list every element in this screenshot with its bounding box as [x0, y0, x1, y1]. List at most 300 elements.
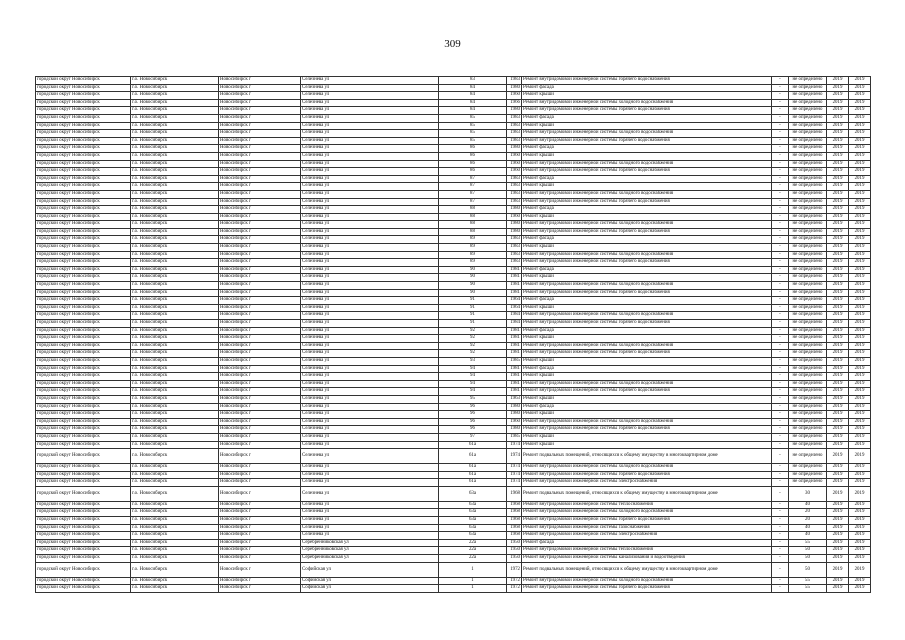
table-row [36, 327, 871, 335]
col9-cell: не определено [789, 160, 827, 168]
plan-end-cell: 2019 [849, 335, 871, 343]
col8-cell: - [772, 168, 789, 176]
settlement-cell: г.о. Новосибирск [131, 373, 219, 381]
work-type-cell: Ремонт крыши [522, 357, 772, 365]
street-cell: Селезнева ул [301, 274, 439, 282]
built-year-cell: 1984 [507, 320, 522, 328]
house-number-cell: 84 [439, 84, 507, 92]
built-year-cell: 1980 [507, 145, 522, 153]
street-cell: Селезнева ул [301, 403, 439, 411]
col9-cell: не определено [789, 380, 827, 388]
locality-cell: Новосибирск г [219, 441, 301, 449]
built-year-cell: 1974 [507, 441, 522, 449]
work-type-cell: Ремонт внутридомовой инженерной системы холодного водоснабжения [522, 221, 772, 229]
built-year-cell: 1985 [507, 433, 522, 441]
plan-end-cell: 2019 [849, 373, 871, 381]
house-number-cell: 63а [439, 486, 507, 501]
settlement-cell: г.о. Новосибирск [131, 509, 219, 517]
settlement-cell: г.о. Новосибирск [131, 380, 219, 388]
plan-end-cell: 2019 [849, 114, 871, 122]
col9-cell: не определено [789, 152, 827, 160]
settlement-cell: г.о. Новосибирск [131, 244, 219, 252]
settlement-cell: г.о. Новосибирск [131, 433, 219, 441]
plan-start-cell: 2019 [827, 274, 849, 282]
plan-end-cell: 2019 [849, 532, 871, 540]
plan-end-cell: 2019 [849, 92, 871, 100]
col8-cell: - [772, 509, 789, 517]
built-year-cell: 1983 [507, 183, 522, 191]
district-cell: городской округ Новосибирск [36, 464, 131, 472]
settlement-cell: г.о. Новосибирск [131, 350, 219, 358]
table-row [36, 433, 871, 441]
work-type-cell: Ремонт крыши [522, 373, 772, 381]
plan-start-cell: 2019 [827, 168, 849, 176]
col8-cell: - [772, 380, 789, 388]
col9-cell: не определено [789, 244, 827, 252]
district-cell: городской округ Новосибирск [36, 114, 131, 122]
plan-start-cell: 2019 [827, 92, 849, 100]
plan-end-cell: 2019 [849, 441, 871, 449]
street-cell: Селезнева ул [301, 380, 439, 388]
table-row [36, 213, 871, 221]
work-type-cell: Ремонт крыши [522, 274, 772, 282]
col9-cell: 20 [789, 517, 827, 525]
street-cell: Селезнева ул [301, 130, 439, 138]
settlement-cell: г.о. Новосибирск [131, 577, 219, 585]
built-year-cell: 1950 [507, 547, 522, 555]
street-cell: Селезнева ул [301, 486, 439, 501]
col9-cell: не определено [789, 206, 827, 214]
col8-cell: - [772, 213, 789, 221]
col8-cell: - [772, 517, 789, 525]
table-row [36, 236, 871, 244]
street-cell: Серебренниковская ул [301, 555, 439, 563]
plan-end-cell: 2019 [849, 190, 871, 198]
street-cell: Селезнева ул [301, 160, 439, 168]
house-number-cell: 87 [439, 198, 507, 206]
locality-cell: Новосибирск г [219, 168, 301, 176]
col9-cell: не определено [789, 99, 827, 107]
locality-cell: Новосибирск г [219, 190, 301, 198]
built-year-cell: 1981 [507, 342, 522, 350]
built-year-cell: 1981 [507, 335, 522, 343]
street-cell: Селезнева ул [301, 84, 439, 92]
table-row [36, 107, 871, 115]
locality-cell: Новосибирск г [219, 175, 301, 183]
plan-end-cell: 2019 [849, 365, 871, 373]
street-cell: Селезнева ул [301, 327, 439, 335]
built-year-cell: 1974 [507, 464, 522, 472]
table-row [36, 441, 871, 449]
settlement-cell: г.о. Новосибирск [131, 517, 219, 525]
plan-start-cell: 2019 [827, 547, 849, 555]
settlement-cell: г.о. Новосибирск [131, 479, 219, 487]
work-type-cell: Ремонт фасада [522, 365, 772, 373]
district-cell: городской округ Новосибирск [36, 517, 131, 525]
house-number-cell: 86 [439, 168, 507, 176]
plan-start-cell: 2019 [827, 99, 849, 107]
locality-cell: Новосибирск г [219, 304, 301, 312]
table-row [36, 266, 871, 274]
house-number-cell: 88 [439, 221, 507, 229]
settlement-cell: г.о. Новосибирск [131, 92, 219, 100]
col8-cell: - [772, 312, 789, 320]
district-cell: городской округ Новосибирск [36, 289, 131, 297]
plan-start-cell: 2019 [827, 471, 849, 479]
table-row [36, 274, 871, 282]
built-year-cell: 1981 [507, 289, 522, 297]
col9-cell: не определено [789, 350, 827, 358]
house-number-cell: 22а [439, 539, 507, 547]
built-year-cell: 1960 [507, 152, 522, 160]
house-number-cell: 94 [439, 365, 507, 373]
plan-end-cell: 2019 [849, 130, 871, 138]
house-number-cell: 1 [439, 562, 507, 577]
plan-end-cell: 2019 [849, 539, 871, 547]
plan-start-cell: 2019 [827, 130, 849, 138]
plan-end-cell: 2019 [849, 175, 871, 183]
district-cell: городской округ Новосибирск [36, 342, 131, 350]
built-year-cell: 1983 [507, 251, 522, 259]
plan-start-cell: 2019 [827, 441, 849, 449]
house-number-cell: 89 [439, 251, 507, 259]
table-row [36, 312, 871, 320]
table-row [36, 183, 871, 191]
locality-cell: Новосибирск г [219, 122, 301, 130]
table-row [36, 145, 871, 153]
settlement-cell: г.о. Новосибирск [131, 539, 219, 547]
street-cell: Селезнева ул [301, 236, 439, 244]
work-type-cell: Ремонт крыши [522, 122, 772, 130]
plan-end-cell: 2019 [849, 433, 871, 441]
plan-end-cell: 2019 [849, 501, 871, 509]
col8-cell: - [772, 259, 789, 267]
locality-cell: Новосибирск г [219, 274, 301, 282]
work-type-cell: Ремонт внутридомовой инженерной системы горячего водоснабжения [522, 585, 772, 593]
work-type-cell: Ремонт крыши [522, 395, 772, 403]
col9-cell: не определено [789, 282, 827, 290]
settlement-cell: г.о. Новосибирск [131, 449, 219, 464]
col8-cell: - [772, 130, 789, 138]
plan-end-cell: 2019 [849, 168, 871, 176]
settlement-cell: г.о. Новосибирск [131, 327, 219, 335]
built-year-cell: 1981 [507, 365, 522, 373]
plan-end-cell: 2019 [849, 388, 871, 396]
locality-cell: Новосибирск г [219, 183, 301, 191]
col8-cell: - [772, 373, 789, 381]
street-cell: Селезнева ул [301, 433, 439, 441]
built-year-cell: 1960 [507, 160, 522, 168]
house-number-cell: 1 [439, 577, 507, 585]
street-cell: Селезнева ул [301, 517, 439, 525]
work-type-cell: Ремонт внутридомовой инженерной системы холодного водоснабжения [522, 464, 772, 472]
col9-cell: не определено [789, 213, 827, 221]
district-cell: городской округ Новосибирск [36, 577, 131, 585]
table-row [36, 99, 871, 107]
col9-cell: 55 [789, 539, 827, 547]
table-row [36, 449, 871, 464]
district-cell: городской округ Новосибирск [36, 175, 131, 183]
plan-end-cell: 2019 [849, 357, 871, 365]
col9-cell: не определено [789, 411, 827, 419]
district-cell: городской округ Новосибирск [36, 365, 131, 373]
street-cell: Селезнева ул [301, 259, 439, 267]
table-row [36, 486, 871, 501]
work-type-cell: Ремонт фасада [522, 539, 772, 547]
table-row [36, 282, 871, 290]
locality-cell: Новосибирск г [219, 464, 301, 472]
built-year-cell: 1983 [507, 236, 522, 244]
table-row [36, 577, 871, 585]
built-year-cell: 1983 [507, 175, 522, 183]
settlement-cell: г.о. Новосибирск [131, 418, 219, 426]
col8-cell: - [772, 99, 789, 107]
table-row [36, 562, 871, 577]
built-year-cell: 1968 [507, 501, 522, 509]
built-year-cell: 1963 [507, 395, 522, 403]
work-type-cell: Ремонт внутридомовой инженерной системы холодного водоснабжения [522, 190, 772, 198]
plan-end-cell: 2019 [849, 464, 871, 472]
col9-cell: не определено [789, 441, 827, 449]
col8-cell: - [772, 77, 789, 85]
street-cell: Селезнева ул [301, 320, 439, 328]
district-cell: городской округ Новосибирск [36, 449, 131, 464]
settlement-cell: г.о. Новосибирск [131, 365, 219, 373]
district-cell: городской округ Новосибирск [36, 282, 131, 290]
table-row [36, 122, 871, 130]
settlement-cell: г.о. Новосибирск [131, 486, 219, 501]
street-cell: Селезнева ул [301, 198, 439, 206]
work-type-cell: Ремонт внутридомовой инженерной системы холодного водоснабжения [522, 418, 772, 426]
district-cell: городской округ Новосибирск [36, 122, 131, 130]
house-number-cell: 92 [439, 350, 507, 358]
col8-cell: - [772, 228, 789, 236]
col9-cell: не определено [789, 289, 827, 297]
house-number-cell: 85 [439, 137, 507, 145]
locality-cell: Новосибирск г [219, 266, 301, 274]
plan-end-cell: 2019 [849, 266, 871, 274]
built-year-cell: 1968 [507, 517, 522, 525]
settlement-cell: г.о. Новосибирск [131, 304, 219, 312]
work-type-cell: Ремонт подвальных помещений, относящихся к общему имуществу в многоквартирном доме [522, 486, 772, 501]
settlement-cell: г.о. Новосибирск [131, 183, 219, 191]
plan-end-cell: 2019 [849, 84, 871, 92]
street-cell: Селезнева ул [301, 342, 439, 350]
built-year-cell: 1960 [507, 168, 522, 176]
settlement-cell: г.о. Новосибирск [131, 524, 219, 532]
district-cell: городской округ Новосибирск [36, 471, 131, 479]
district-cell: городской округ Новосибирск [36, 84, 131, 92]
locality-cell: Новосибирск г [219, 449, 301, 464]
settlement-cell: г.о. Новосибирск [131, 312, 219, 320]
plan-start-cell: 2019 [827, 320, 849, 328]
street-cell: Софийская ул [301, 585, 439, 593]
house-number-cell: 85 [439, 130, 507, 138]
settlement-cell: г.о. Новосибирск [131, 236, 219, 244]
plan-end-cell: 2019 [849, 160, 871, 168]
work-type-cell: Ремонт внутридомовой инженерной системы горячего водоснабжения [522, 471, 772, 479]
col9-cell: 55 [789, 577, 827, 585]
col9-cell: не определено [789, 297, 827, 305]
built-year-cell: 1983 [507, 244, 522, 252]
built-year-cell: 1950 [507, 539, 522, 547]
locality-cell: Новосибирск г [219, 137, 301, 145]
plan-start-cell: 2019 [827, 357, 849, 365]
house-number-cell: 87 [439, 175, 507, 183]
district-cell: городской округ Новосибирск [36, 77, 131, 85]
locality-cell: Новосибирск г [219, 577, 301, 585]
district-cell: городской округ Новосибирск [36, 190, 131, 198]
built-year-cell: 1980 [507, 403, 522, 411]
locality-cell: Новосибирск г [219, 289, 301, 297]
street-cell: Селезнева ул [301, 388, 439, 396]
street-cell: Селезнева ул [301, 426, 439, 434]
col9-cell: не определено [789, 259, 827, 267]
table-row [36, 84, 871, 92]
house-number-cell: 86 [439, 152, 507, 160]
work-type-cell: Ремонт внутридомовой инженерной системы горячего водоснабжения [522, 517, 772, 525]
plan-start-cell: 2019 [827, 221, 849, 229]
district-cell: городской округ Новосибирск [36, 539, 131, 547]
street-cell: Селезнева ул [301, 479, 439, 487]
built-year-cell: 1980 [507, 426, 522, 434]
plan-end-cell: 2019 [849, 221, 871, 229]
house-number-cell: 63а [439, 532, 507, 540]
house-number-cell: 90 [439, 282, 507, 290]
table-row [36, 335, 871, 343]
settlement-cell: г.о. Новосибирск [131, 547, 219, 555]
house-number-cell: 84 [439, 107, 507, 115]
settlement-cell: г.о. Новосибирск [131, 175, 219, 183]
col9-cell: 40 [789, 532, 827, 540]
plan-start-cell: 2019 [827, 282, 849, 290]
street-cell: Селезнева ул [301, 228, 439, 236]
col8-cell: - [772, 282, 789, 290]
work-type-cell: Ремонт подвальных помещений, относящихся к общему имуществу в многоквартирном доме [522, 449, 772, 464]
plan-start-cell: 2019 [827, 160, 849, 168]
plan-end-cell: 2019 [849, 122, 871, 130]
col9-cell: не определено [789, 433, 827, 441]
settlement-cell: г.о. Новосибирск [131, 426, 219, 434]
district-cell: городской округ Новосибирск [36, 380, 131, 388]
settlement-cell: г.о. Новосибирск [131, 145, 219, 153]
built-year-cell: 1964 [507, 304, 522, 312]
col9-cell: 40 [789, 501, 827, 509]
locality-cell: Новосибирск г [219, 357, 301, 365]
plan-start-cell: 2019 [827, 266, 849, 274]
table-row [36, 418, 871, 426]
col9-cell: не определено [789, 228, 827, 236]
house-number-cell: 87 [439, 183, 507, 191]
plan-start-cell: 2019 [827, 350, 849, 358]
locality-cell: Новосибирск г [219, 373, 301, 381]
col8-cell: - [772, 190, 789, 198]
house-number-cell: 90 [439, 274, 507, 282]
district-cell: городской округ Новосибирск [36, 562, 131, 577]
col9-cell: не определено [789, 107, 827, 115]
house-number-cell: 94 [439, 373, 507, 381]
street-cell: Селезнева ул [301, 99, 439, 107]
settlement-cell: г.о. Новосибирск [131, 471, 219, 479]
street-cell: Селезнева ул [301, 77, 439, 85]
locality-cell: Новосибирск г [219, 327, 301, 335]
plan-end-cell: 2019 [849, 282, 871, 290]
col9-cell: 20 [789, 509, 827, 517]
plan-start-cell: 2019 [827, 236, 849, 244]
district-cell: городской округ Новосибирск [36, 183, 131, 191]
settlement-cell: г.о. Новосибирск [131, 501, 219, 509]
built-year-cell: 1981 [507, 373, 522, 381]
settlement-cell: г.о. Новосибирск [131, 555, 219, 563]
house-number-cell: 61а [439, 449, 507, 464]
plan-start-cell: 2019 [827, 539, 849, 547]
work-type-cell: Ремонт фасада [522, 266, 772, 274]
table-row [36, 289, 871, 297]
col8-cell: - [772, 122, 789, 130]
locality-cell: Новосибирск г [219, 84, 301, 92]
plan-end-cell: 2019 [849, 145, 871, 153]
work-type-cell: Ремонт внутридомовой инженерной системы теплоснабжения [522, 547, 772, 555]
house-number-cell: 61а [439, 479, 507, 487]
col9-cell: не определено [789, 395, 827, 403]
house-number-cell: 61а [439, 471, 507, 479]
house-number-cell: 1 [439, 585, 507, 593]
locality-cell: Новосибирск г [219, 282, 301, 290]
col8-cell: - [772, 266, 789, 274]
col9-cell: не определено [789, 312, 827, 320]
col9-cell: 50 [789, 555, 827, 563]
col9-cell: не определено [789, 145, 827, 153]
col9-cell: не определено [789, 137, 827, 145]
work-type-cell: Ремонт крыши [522, 152, 772, 160]
district-cell: городской округ Новосибирск [36, 395, 131, 403]
col9-cell: не определено [789, 274, 827, 282]
plan-start-cell: 2019 [827, 562, 849, 577]
plan-start-cell: 2019 [827, 190, 849, 198]
col8-cell: - [772, 236, 789, 244]
district-cell: городской округ Новосибирск [36, 152, 131, 160]
col8-cell: - [772, 388, 789, 396]
settlement-cell: г.о. Новосибирск [131, 152, 219, 160]
built-year-cell: 1964 [507, 297, 522, 305]
settlement-cell: г.о. Новосибирск [131, 130, 219, 138]
table-row [36, 137, 871, 145]
house-number-cell: 61а [439, 464, 507, 472]
settlement-cell: г.о. Новосибирск [131, 395, 219, 403]
plan-start-cell: 2019 [827, 175, 849, 183]
plan-end-cell: 2019 [849, 380, 871, 388]
district-cell: городской округ Новосибирск [36, 274, 131, 282]
table-row [36, 357, 871, 365]
locality-cell: Новосибирск г [219, 198, 301, 206]
col9-cell: не определено [789, 403, 827, 411]
col9-cell: не определено [789, 471, 827, 479]
col8-cell: - [772, 274, 789, 282]
settlement-cell: г.о. Новосибирск [131, 107, 219, 115]
district-cell: городской округ Новосибирск [36, 320, 131, 328]
table-row [36, 320, 871, 328]
locality-cell: Новосибирск г [219, 320, 301, 328]
settlement-cell: г.о. Новосибирск [131, 411, 219, 419]
col9-cell: 40 [789, 524, 827, 532]
house-number-cell: 85 [439, 114, 507, 122]
work-type-cell: Ремонт фасада [522, 327, 772, 335]
locality-cell: Новосибирск г [219, 486, 301, 501]
col9-cell: не определено [789, 92, 827, 100]
street-cell: Селезнева ул [301, 183, 439, 191]
locality-cell: Новосибирск г [219, 114, 301, 122]
col9-cell: не определено [789, 77, 827, 85]
